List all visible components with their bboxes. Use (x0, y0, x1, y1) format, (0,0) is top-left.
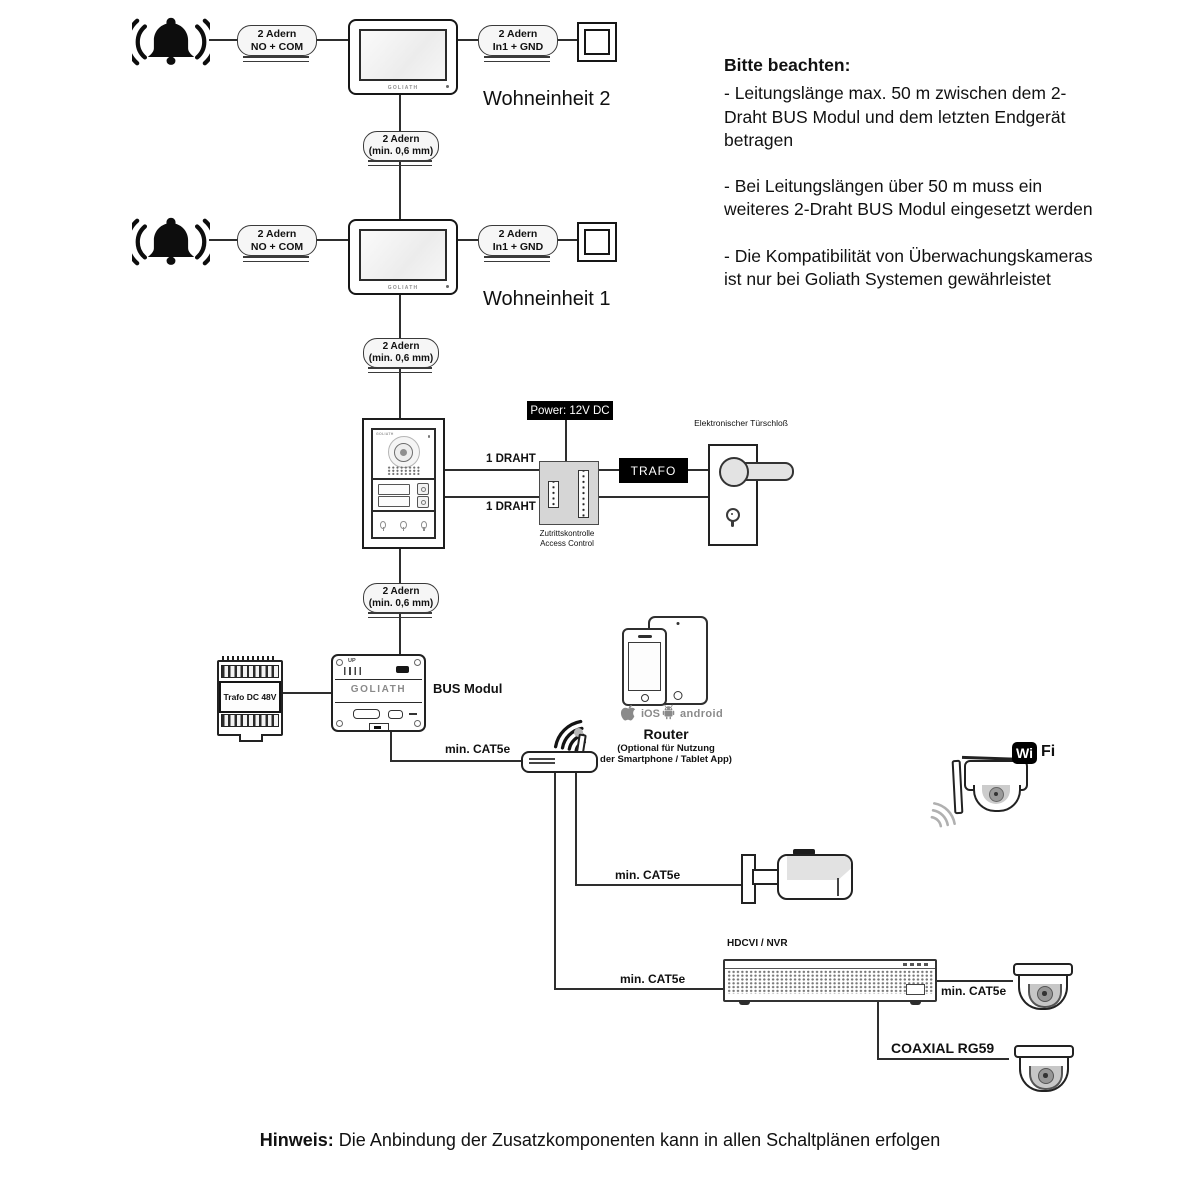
port-icon (388, 710, 403, 719)
power-led (446, 85, 449, 88)
cable-label-2adern (363, 583, 439, 613)
status-led (428, 435, 431, 438)
cable-label-line: 2 Adern (498, 228, 538, 240)
wire (565, 420, 567, 462)
wire (933, 980, 1013, 982)
wire (209, 39, 238, 41)
monitor-screen (359, 229, 447, 281)
cable-label-cat5e: min. CAT5e (941, 984, 1007, 998)
camera-base (1013, 963, 1073, 976)
cable-label-cat5e: min. CAT5e (615, 868, 681, 882)
notes-block (724, 54, 1096, 314)
usb-port (906, 984, 925, 995)
divider (335, 702, 422, 703)
terminal-strip (578, 470, 589, 518)
name-plate (378, 496, 410, 507)
apple-icon (620, 703, 637, 723)
door-lock-label: Elektronischer Türschloß (694, 418, 788, 428)
lens-housing (1028, 984, 1062, 1008)
wire (557, 39, 577, 41)
wifi-badge-fi: Fi (1041, 743, 1056, 760)
wire-label-1draht: 1 DRAHT (486, 501, 536, 513)
cable-label-cat5e: min. CAT5e (445, 742, 511, 756)
cable-label-shadow (368, 367, 432, 373)
earpiece-icon (638, 635, 652, 638)
camera-lens (1038, 1068, 1054, 1084)
cable-label-line: NO + COM (250, 240, 304, 253)
front-panel-strip (725, 961, 935, 969)
cable-label-2adern (363, 131, 439, 161)
cable-label-shadow (368, 160, 432, 166)
power-label: Power: 12V DC (530, 404, 610, 417)
door-station-panel (371, 428, 436, 539)
indoor-monitor (348, 219, 458, 295)
trafo-label: TRAFO (630, 463, 677, 478)
cable-label-line: In1 + GND (492, 40, 544, 53)
wire (575, 772, 577, 886)
cable-label-2adern (363, 338, 439, 368)
door-handle-rose (719, 457, 749, 487)
notes-paragraph: - Die Kompatibilität von Überwachungskameras ist nur bei Goliath Systemen gewährleistet (724, 245, 1093, 289)
router-vent (529, 758, 555, 760)
door-lock (708, 444, 758, 546)
camera-ring (394, 443, 413, 462)
connector-icon (396, 666, 409, 673)
cable-label-shadow (243, 256, 309, 262)
din-rail-transformer (217, 656, 283, 740)
notes-paragraph: - Leitungslänge max. 50 m zwischen dem 2-Draht BUS Modul und dem letzten Endgerät betragen (724, 83, 1067, 150)
cable-label-cat5e: min. CAT5e (620, 972, 686, 986)
keyhole-icon (726, 508, 740, 522)
wire (315, 39, 348, 41)
cable-label-coaxial: COAXIAL RG59 (891, 1040, 995, 1056)
vent-mesh (727, 970, 933, 994)
lens-cap-line (837, 878, 839, 896)
doorbell-icon (132, 212, 210, 275)
wire (575, 884, 741, 886)
wire (441, 469, 539, 471)
unit-name: Wohneinheit 1 (483, 288, 611, 310)
bus-module-label: BUS Modul (433, 681, 503, 696)
unit-name: Wohneinheit 2 (483, 88, 611, 110)
router-sub-label: (Optional für Nutzung (617, 743, 715, 754)
light-switch-icon (577, 222, 617, 262)
brand-logo: GOLIATH (376, 432, 394, 436)
footnote (0, 1130, 1200, 1151)
nvr-recorder (723, 959, 937, 1002)
camera-dome (1018, 972, 1068, 1010)
bus-module (331, 654, 426, 732)
terminal-dots (222, 656, 276, 661)
caption-line: Zutrittskontrolle (539, 529, 595, 538)
cable-label-no-com (237, 225, 317, 256)
android-label: android (680, 708, 724, 720)
transformer-label-box (219, 681, 281, 713)
camera-base (1014, 1045, 1074, 1058)
wifi-badge (1012, 742, 1037, 764)
bullet-camera (741, 848, 853, 904)
wire (597, 469, 619, 471)
wire (390, 728, 392, 762)
door-station-camera (388, 436, 420, 468)
wire-label-1draht: 1 DRAHT (486, 453, 536, 465)
wifi-ptz-camera (926, 726, 1066, 836)
router-sub-label: der Smartphone / Tablet App) (600, 753, 732, 765)
home-button-icon (674, 691, 683, 700)
touch-key-icon (380, 521, 386, 529)
touch-key-icon (400, 521, 406, 529)
screw-icon (414, 720, 421, 727)
wire (597, 496, 708, 498)
cable-label-line: 2 Adern (257, 228, 297, 240)
wire (554, 772, 556, 990)
door-station (362, 418, 445, 549)
lens-housing (1029, 1066, 1063, 1090)
port-icon (353, 709, 380, 719)
light-switch-icon (577, 22, 617, 62)
indoor-monitor (348, 19, 458, 95)
wire (877, 1058, 1009, 1060)
terminal-comb (221, 665, 279, 678)
camera-dome (973, 785, 1021, 812)
brand-logo: GOLIATH (387, 85, 419, 91)
call-button (417, 483, 429, 495)
brand-logo: GOLIATH (387, 285, 419, 291)
din-clip (239, 734, 263, 742)
camera-lens (1037, 986, 1053, 1002)
router-caption (556, 726, 776, 766)
cable-label-line: NO + COM (250, 40, 304, 53)
door-station-camera-section (373, 430, 434, 480)
sun-visor (787, 856, 851, 880)
panel-buttons (903, 963, 929, 966)
wire (877, 998, 879, 1060)
monitor-screen (359, 29, 447, 81)
wire (557, 239, 577, 241)
port-label: UP (348, 658, 356, 664)
access-control-caption (509, 529, 625, 550)
camera-lens (400, 449, 407, 456)
footnote-bold: Hinweis: (259, 1130, 334, 1150)
wire (441, 496, 539, 498)
access-control-module (539, 461, 599, 525)
dome-camera (1013, 963, 1069, 1013)
cable-label-line: 2 Adern (382, 134, 420, 145)
wire (209, 239, 238, 241)
camera-body (777, 854, 853, 900)
wifi-badge-wi: Wi (1016, 745, 1033, 761)
cable-label-line: (min. 0,6 mm) (368, 598, 434, 609)
device-foot (910, 1000, 921, 1005)
power-led (446, 285, 449, 288)
phone-screen (628, 642, 661, 691)
bottom-connector (369, 723, 389, 730)
recorder-label: HDCVI / NVR (727, 938, 788, 949)
trafo-box (619, 458, 688, 483)
cable-label-line: 2 Adern (382, 586, 420, 597)
terminal-strip (548, 481, 559, 508)
lens-housing (982, 785, 1010, 804)
notes-title: Bitte beachten: (724, 55, 851, 75)
camera-dome (1019, 1054, 1069, 1092)
camera-lens (989, 787, 1004, 802)
door-station-touch-section (373, 512, 434, 537)
cable-label-shadow (243, 56, 309, 62)
brand-logo: GOLIATH (350, 684, 407, 695)
terminal-comb (221, 714, 279, 727)
cable-label-no-com (237, 25, 317, 56)
name-plate (378, 484, 410, 495)
doorbell-icon (132, 12, 210, 75)
android-icon (660, 704, 677, 721)
notes-paragraph: - Bei Leitungslängen über 50 m muss ein weiteres 2-Draht BUS Modul eingesetzt werden (724, 176, 1093, 220)
camera-antenna (952, 760, 964, 814)
cable-label-line: (min. 0,6 mm) (368, 146, 434, 157)
wire (315, 239, 348, 241)
wire (688, 469, 708, 471)
cable-label-in1-gnd (478, 25, 558, 56)
door-station-button-section (373, 480, 434, 512)
wire (390, 760, 521, 762)
screw-icon (414, 659, 421, 666)
device-foot (739, 1000, 750, 1005)
speaker-grille (387, 466, 421, 475)
terminal-ticks (344, 667, 364, 675)
transformer-label: Trafo DC 48V (223, 692, 277, 702)
cable-label-shadow (484, 256, 550, 262)
power-label-box (527, 401, 613, 420)
divider (335, 679, 422, 680)
wire (279, 692, 331, 694)
screw-icon (336, 720, 343, 727)
port-icon (409, 713, 417, 715)
screw-icon (336, 659, 343, 666)
router-label: Router (643, 726, 689, 742)
caption-line: Access Control (540, 539, 594, 549)
cable-label-in1-gnd (478, 225, 558, 256)
call-button (417, 496, 429, 508)
ios-label: iOS (641, 708, 660, 720)
footnote-text: Die Anbindung der Zusatzkomponenten kann in allen Schaltplänen erfolgen (338, 1130, 941, 1150)
smartphone (622, 628, 667, 706)
cable-label-shadow (368, 612, 432, 618)
wire (554, 988, 723, 990)
home-button-icon (641, 694, 649, 702)
cable-label-line: In1 + GND (492, 240, 544, 253)
camera-dot-icon (677, 622, 680, 625)
cable-label-line: (min. 0,6 mm) (368, 353, 434, 364)
cable-label-line: 2 Adern (382, 341, 420, 352)
cable-label-line: 2 Adern (257, 28, 297, 40)
cable-label-line: 2 Adern (498, 28, 538, 40)
router-vent (529, 762, 555, 764)
touch-key-icon (421, 521, 427, 529)
dome-camera (1014, 1045, 1070, 1095)
cable-label-shadow (484, 56, 550, 62)
